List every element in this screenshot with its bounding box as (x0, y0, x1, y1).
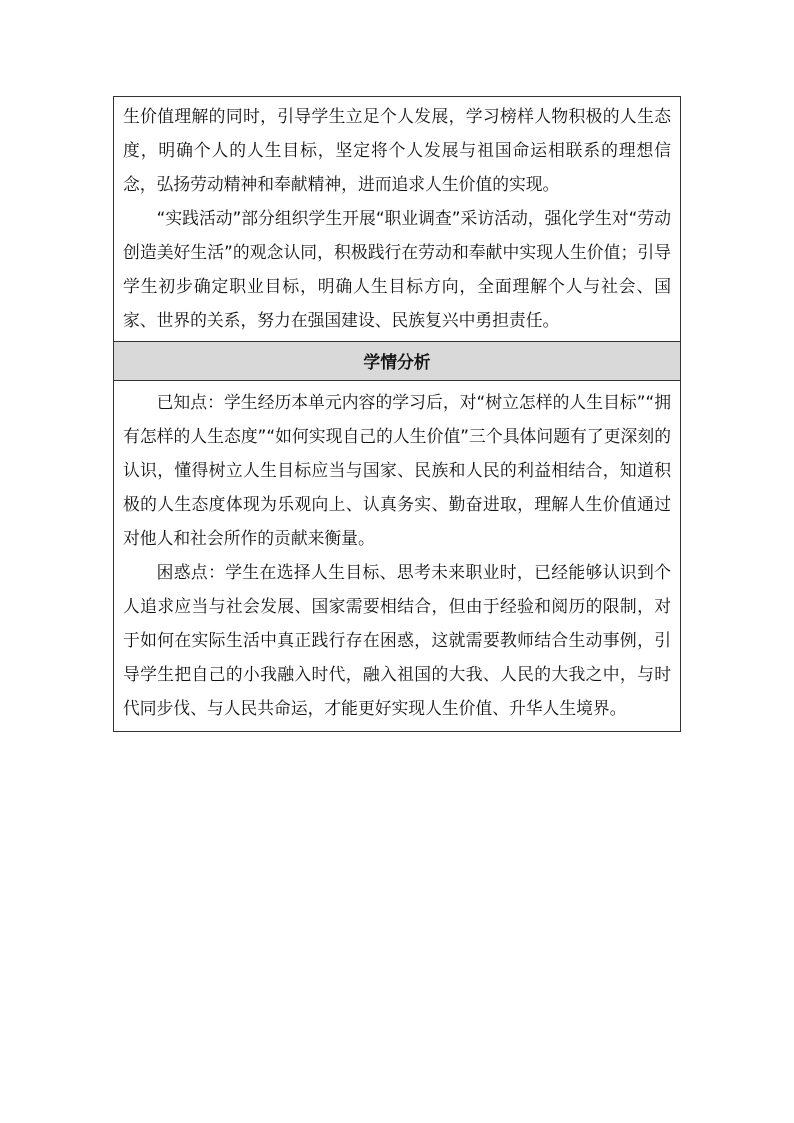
continued-paragraph: 生价值理解的同时，引导学生立足个人发展，学习榜样人物积极的人生态度，明确个人的人生目标，坚定将个人发展与祖国命运相联系的理想信念，弘扬劳动精神和奉献精神，进而追求人生价值的实现。 (123, 106, 671, 194)
section-header-learning-analysis: 学情分析 (114, 341, 680, 381)
known-points-paragraph: 已知点：学生经历本单元内容的学习后，对“树立怎样的人生目标”“拥有怎样的人生态度”“如何实现自己的人生价值”三个具体问题有了更深刻的认识，懂得树立人生目标应当与国家、民族和人民的利益相结合，知道积极的人生态度体现为乐观向上、认真务实、勤奋进取，理解人生价值通过对他人和社会所作的贡献来衡量。 (123, 392, 671, 548)
learning-analysis-cell (114, 381, 680, 731)
lesson-plan-table (113, 96, 681, 732)
teaching-content-cell (114, 97, 680, 341)
practice-activity-paragraph: “实践活动”部分组织学生开展“职业调查”采访活动，强化学生对“劳动创造美好生活”的观念认同，积极践行在劳动和奉献中实现人生价值；引导学生初步确定职业目标，明确人生目标方向，全面理解个人与社会、国家、世界的关系，努力在强国建设、民族复兴中勇担责任。 (123, 208, 671, 330)
confusion-points-paragraph: 困惑点：学生在选择人生目标、思考未来职业时，已经能够认识到个人追求应当与社会发展、国家需要相结合，但由于经验和阅历的限制，对于如何在实际生活中真正践行存在困惑，这就需要教师结合生动事例，引导学生把自己的小我融入时代，融入祖国的大我、人民的大我之中，与时代同步伐、与人民共命运，才能更好实现人生价值、升华人生境界。 (123, 562, 671, 718)
